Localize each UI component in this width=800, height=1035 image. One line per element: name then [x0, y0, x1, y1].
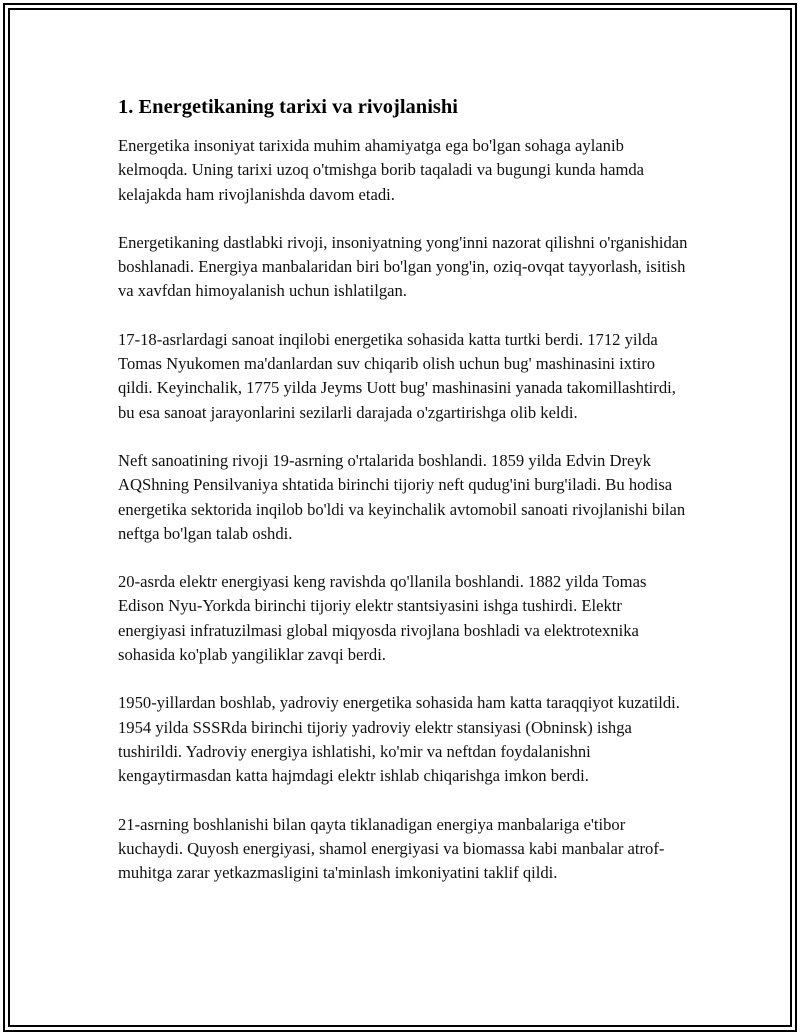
paragraph-fire: Energetikaning dastlabki rivoji, insoniyatning yong'inni nazorat qilishni o'rganishidan boshlanadi. Energiya manbalaridan biri bo'lgan yong'in, oziq-ovqat tayyorlash, isitish va xavfdan himoyalanish uchun ishlatilgan. — [118, 232, 688, 301]
paragraph-oil-industry: Neft sanoatining rivoji 19-asrning o'rtalarida boshlandi. 1859 yilda Edvin Dreyk AQShning Pensilvaniya shtatida birinchi tijoriy neft qudug'ini burg'iladi. Bu hodisa energetika sektorida inqilob bo'ldi va keyinchalik avtomobil sanoati rivojlanishi bilan neftga bo'lgan talab oshdi. — [118, 450, 686, 543]
document-body — [118, 94, 690, 885]
paragraph-industrial-revolution: 17-18-asrlardagi sanoat inqilobi energetika sohasida katta turtki berdi. 1712 yilda Tomas Nyukomen ma'danlardan suv chiqarib olish uchun bug' mashinasini ixtiro qildi. Keyinchalik, 1775 yilda Jeyms Uott bug' mashinasini yanada takomillashtirdi, bu esa sanoat jarayonlarini sezilarli darajada o'zgartirishga olib keldi. — [118, 329, 676, 422]
paragraph-intro: Energetika insoniyat tarixida muhim ahamiyatga ega bo'lgan sohaga aylanib kelmoqda. Uning tarixi uzoq o'tmishga borib taqaladi va bugungi kunda hamda kelajakda ham rivojlanishda davom etadi. — [118, 136, 645, 204]
paragraph-renewables: 21-asrning boshlanishi bilan qayta tiklanadigan energiya manbalariga e'tibor kuchaydi. Quyosh energiyasi, shamol energiyasi va biomassa kabi manbalar atrof-muhitga zarar yetkazmasligini ta'minlash imkoniyatini taklif qildi. — [118, 814, 665, 883]
section-heading: 1. Energetikaning tarixi va rivojlanishi — [118, 96, 458, 118]
paragraph-electricity: 20-asrda elektr energiyasi keng ravishda qo'llanila boshlandi. 1882 yilda Tomas Edison Nyu-Yorkda birinchi tijoriy elektr stantsiyasini ishga tushirdi. Elektr energiyasi infratuzilmasi global miqyosda rivojlana boshladi va elektrotexnika sohasida ko'plab yangiliklar zavqi berdi. — [118, 572, 647, 665]
paragraph-nuclear: 1950-yillardan boshlab, yadroviy energetika sohasida ham katta taraqqiyot kuzatildi. 1954 yilda SSSRda birinchi tijoriy yadroviy elektr stansiyasi (Obninsk) ishga tushirildi. Yadroviy energiya ishlatishi, ko'mir va neftdan foydalanishni kengaytirmasdan katta hajmdagi elektr ishlab chiqarishga imkon berdi. — [118, 693, 680, 786]
